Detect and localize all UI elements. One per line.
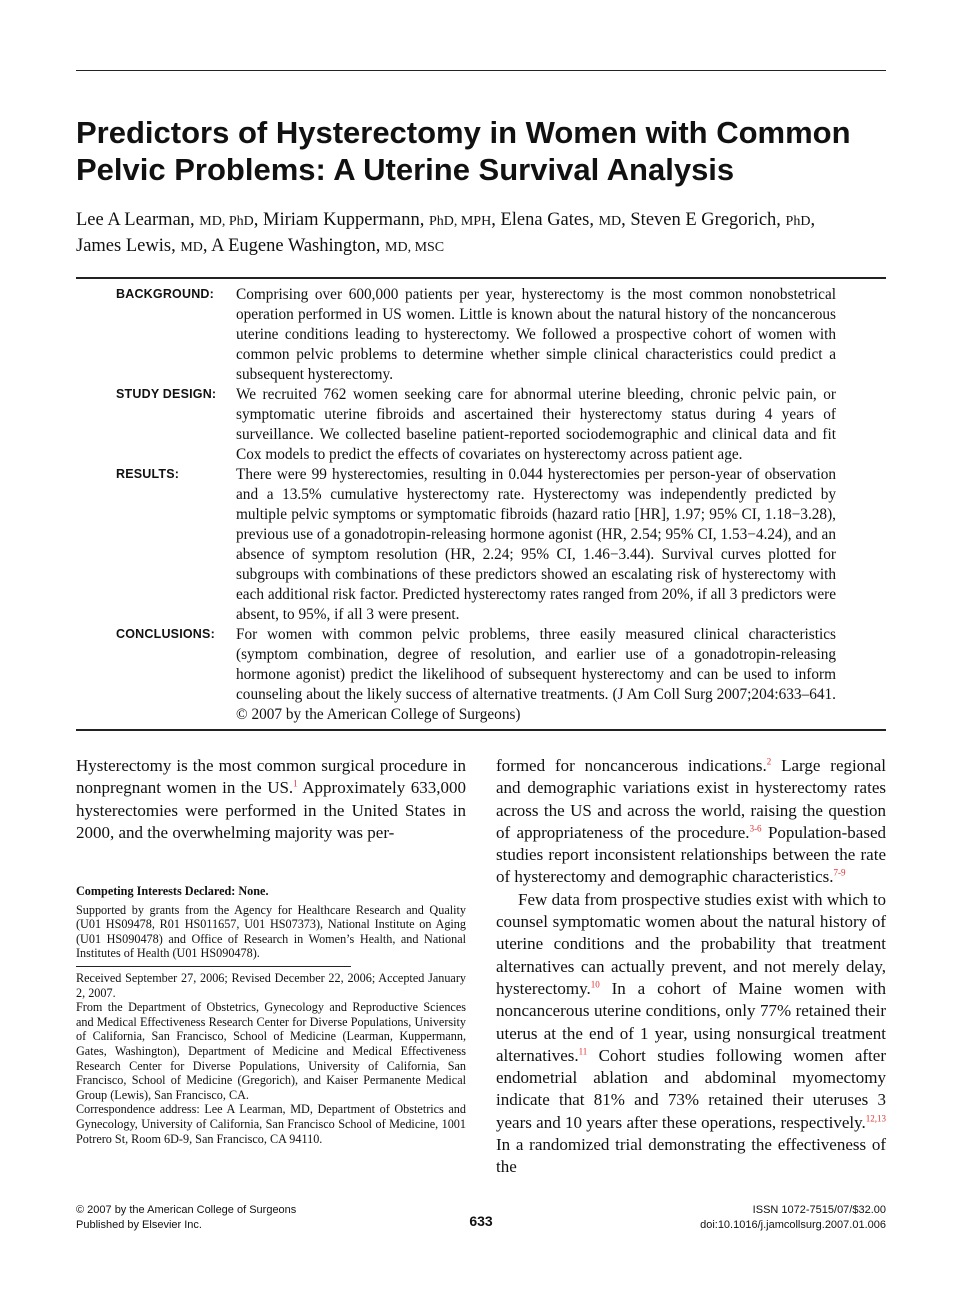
author-degrees: PhD, MPH (428, 214, 492, 229)
abstract-text: We recruited 762 women seeking care for abnormal uterine bleeding, chronic pelvic pain, or symptomatic uterine fibroids and ascertained their hysterectomy status during 4 years of surveillance. We collected baseline patient-reported sociodemographic and clinical data and fit Cox models to predict the effects of covariates on hysterectomy across patient age. (236, 386, 836, 463)
abstract-text: Comprising over 600,000 patients per year, hysterectomy is the most common nonobstetrical operation performed in US women. Little is known about the natural history of the noncancerous uterine conditions leading to hysterectomy. We followed a prospective cohort of women with common pelvic problems to determine whether simple clinical characteristics could predict a subsequent hysterectomy. (236, 286, 836, 383)
abstract-section-background (76, 285, 886, 385)
page-number: 633 (469, 1213, 493, 1229)
body-text: In a randomized trial demonstrating the effectiveness of the (496, 1135, 886, 1177)
article-title: Predictors of Hysterectomy in Women with Common Pelvic Problems: A Uterine Survival Analysis (76, 115, 851, 187)
author-name: Steven E Gregorich (630, 210, 777, 230)
abstract-label: STUDY DESIGN: (116, 387, 217, 401)
notes-divider (76, 966, 351, 967)
publisher-line: Published by Elsevier Inc. (76, 1219, 202, 1231)
body-text: Approximately 633,000 hysterectomies were performed in the United States in 2000, and the overwhelming majority was per- (76, 778, 466, 842)
author-name: A Eugene Washington (211, 236, 376, 256)
body-paragraph (496, 755, 886, 889)
body-text: Few data from prospective studies exist with which to counsel symptomatic women about the natural history of uterine conditions and the probability that treatment alternatives can actually prevent, and not merely delay, hysterectomy. (496, 889, 886, 998)
top-rule (76, 70, 886, 71)
funding-note: Supported by grants from the Agency for Healthcare Research and Quality (U01 HS09478, R01 HS011657, U01 HS07373), National Institute on Aging (U01 HS090478) and Office of Research in Women’s Health, and National Institutes of Health (U01 HS090478). (76, 902, 466, 961)
abstract-top-rule (76, 277, 886, 279)
author-list: Lee A Learman, MD, PhD, Miriam Kuppermann, PhD, MPH, Elena Gates, MD, Steven E Gregorich, PhD, James Lewis, MD, A Eugene Washington, MD, MSC (76, 210, 816, 256)
body-text: Population-based studies report inconsistent relationships between the rate of hysterectomy and demographic characteristics. (496, 822, 886, 887)
reference-link[interactable]: 10 (590, 979, 600, 990)
body-paragraph (496, 889, 886, 1179)
affiliations: From the Department of Obstetrics, Gynecology and Reproductive Sciences and Medical Effectiveness Research Center for Diverse Populations, University of California, San Francisco, School of Medicine (Learman, Kuppermann, Gates, Washington), Department of Medicine and Medical Effectiveness Research Center for Diverse Populations, University of California, San Francisco, School of Medicine (Gregorich), and Kaiser Permanente Medical Group (Lewis), San Francisco, CA. (76, 1000, 466, 1102)
reference-link[interactable]: 2 (766, 756, 772, 767)
body-paragraph (76, 755, 466, 844)
reference-link[interactable]: 1 (293, 778, 298, 789)
issn-line: ISSN 1072-7515/07/$32.00 (752, 1204, 886, 1216)
doi-line[interactable]: doi:10.1016/j.jamcollsurg.2007.01.006 (700, 1219, 886, 1231)
reference-link[interactable]: 11 (578, 1046, 588, 1057)
footer-right (586, 1203, 886, 1233)
abstract-label: CONCLUSIONS: (116, 627, 215, 641)
article-page (76, 0, 886, 1290)
body-column-right (496, 755, 886, 1179)
reference-link[interactable]: 12,13 (865, 1113, 886, 1124)
footer-left (76, 1203, 376, 1233)
author-name: Lee A Learman (76, 210, 191, 230)
correspondence-address: Correspondence address: Lee A Learman, MD, Department of Obstetrics and Gynecology, University of California, San Francisco School of Medicine, 1001 Potrero St, Room 6D-9, San Francisco, CA 94110. (76, 1102, 466, 1146)
abstract-text: For women with common pelvic problems, three easily measured clinical characteristics (symptom combination, degree of resolution, and earlier use of a gonadotropin-releasing hormone agonist) predict the likelihood of subsequent hysterectomy and can be used to inform counseling about the likely success of alternative treatments. (J Am Coll Surg 2007;204:633–641. © 2007 by the American College of Surgeons) (236, 626, 836, 723)
reference-link[interactable]: 7-9 (833, 867, 846, 878)
author-name: Elena Gates (500, 210, 590, 230)
abstract-text: There were 99 hysterectomies, resulting in 0.044 hysterectomies per person-year of observation and a 13.5% cumulative hysterectomy rate. Hysterectomy was independently predicted by multiple pelvic symptoms or symptomatic fibroids (hazard ratio [HR], 1.97; 95% CI, 1.18−3.28), previous use of a gonadotropin-releasing hormone agonist (HR, 2.54; 95% CI, 1.53−4.24), and an absence of symptom resolution (HR, 2.24; 95% CI, 1.46−3.44). Survival curves plotted for subgroups with combinations of these predictors showed an escalating risk of hysterectomy with each additional risk factor. Predicted hysterectomy rates ranged from 20%, if all 3 predictors were absent, to 95%, if all 3 were present. (236, 466, 836, 623)
author-degrees: MD (180, 240, 203, 255)
body-column-left (76, 755, 466, 844)
abstract-section-study-design (76, 385, 886, 465)
body-text: formed for noncancerous indications. (496, 756, 767, 775)
body-text: In a cohort of Maine women with noncancerous uterine conditions, only 77% retained their uterus at the end of 1 year, using nonsurgical treatment alternatives. (496, 978, 886, 1065)
author-degrees: PhD (785, 214, 811, 229)
reference-link[interactable]: 3-6 (749, 823, 762, 834)
front-notes (76, 884, 466, 1146)
body-text: Large regional and demographic variations exist in hysterectomy rates across the US and across the world, raising the question of appropriateness of the procedure. (496, 756, 886, 842)
author-degrees: MD (598, 214, 622, 229)
competing-interests: Competing Interests Declared: None. (76, 884, 269, 898)
copyright-line: © 2007 by the American College of Surgeons (76, 1204, 297, 1216)
abstract-label: RESULTS: (116, 467, 180, 481)
body-text: Cohort studies following women after endometrial ablation and abdominal myomectomy indicate that 81% and 73% retained their uteruses 3 years and 10 years after these operations, respectively. (496, 1045, 886, 1132)
abstract-section-conclusions (76, 625, 886, 725)
received-dates: Received September 27, 2006; Revised December 22, 2006; Accepted January 2, 2007. (76, 970, 466, 1000)
abstract-section-results (76, 465, 886, 625)
author-degrees: MD, MSC (385, 240, 445, 255)
body-text: Hysterectomy is the most common surgical procedure in nonpregnant women in the US. (76, 756, 466, 798)
abstract (76, 285, 886, 725)
abstract-label: BACKGROUND: (116, 287, 215, 301)
abstract-bottom-rule (76, 729, 886, 731)
author-name: James Lewis (76, 236, 172, 256)
author-name: Miriam Kuppermann (263, 210, 420, 230)
author-degrees: MD, PhD (199, 214, 254, 229)
